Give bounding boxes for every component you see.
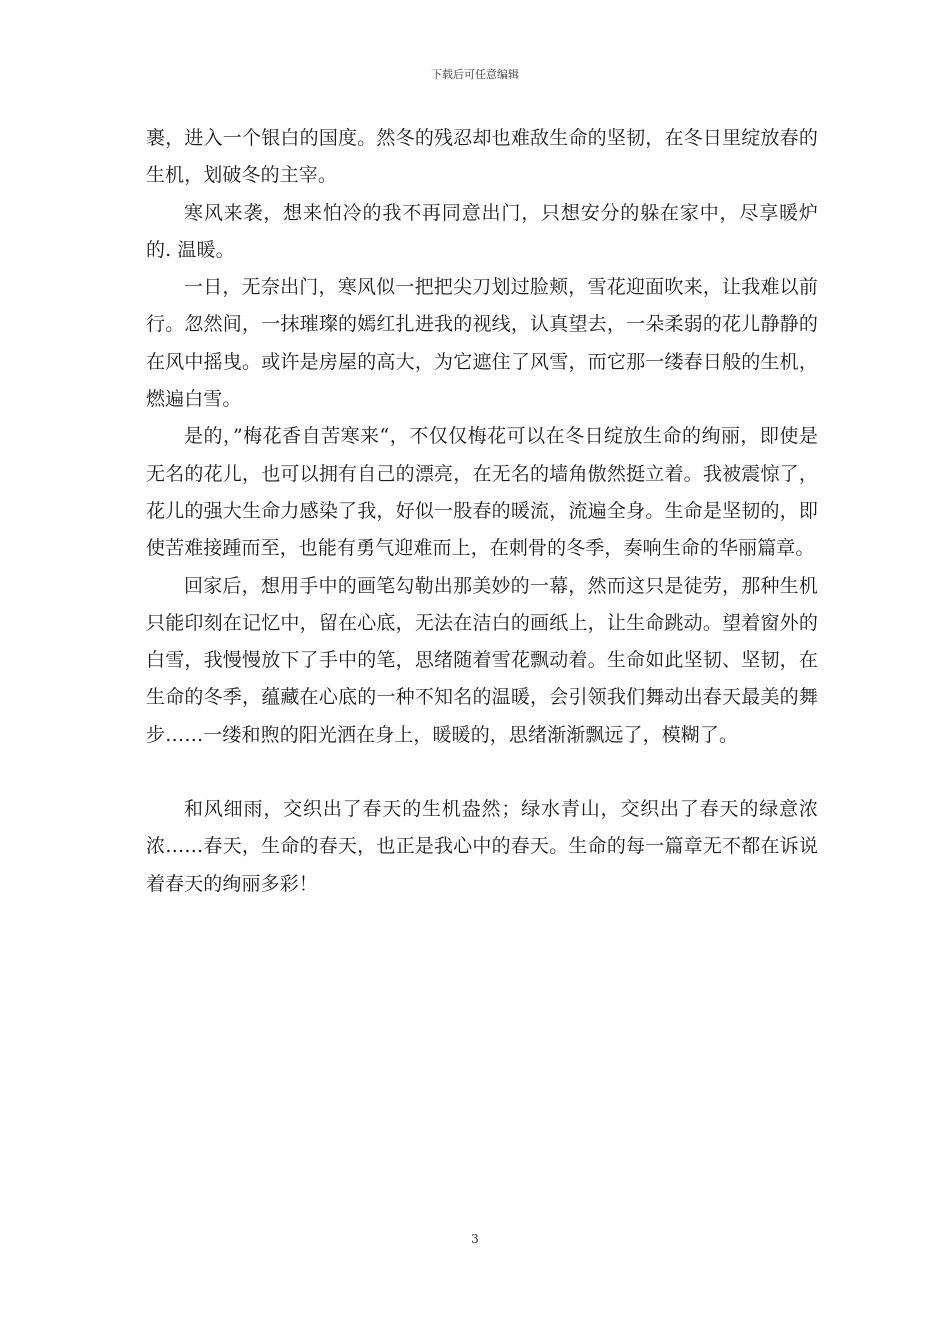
paragraph: 一日，无奈出门，寒风似一把把尖刀划过脸颊，雪花迎面吹来，让我难以前行。忽然间，一抹璀璨的嫣红扎进我的视线，认真望去，一朵柔弱的花儿静静的在风中摇曳。或许是房屋的高大，为它遮住了风雪，而它那一缕春日般的生机，燃遍白雪。 — [146, 276, 818, 411]
page-number: 3 — [471, 1232, 479, 1246]
page-header: 下载后可任意编辑 — [431, 68, 519, 81]
document-body — [146, 120, 818, 903]
paragraph: 回家后，想用手中的画笔勾勒出那美妙的一幕，然而这只是徒劳，那种生机只能印刻在记忆中，留在心底，无法在洁白的画纸上，让生命跳动。望着窗外的白雪，我慢慢放下了手中的笔，思绪随着雪花飘动着。生命如此坚韧、坚韧，在生命的冬季，蕴藏在心底的一种不知名的温暖，会引领我们舞动出春天最美的舞步……一缕和煦的阳光洒在身上，暖暖的，思绪渐渐飘远了，模糊了。 — [146, 574, 818, 746]
paragraph: 是的，”梅花香自苦寒来“，不仅仅梅花可以在冬日绽放生命的绚丽，即使是无名的花儿，也可以拥有自己的漂亮，在无名的墙角傲然挺立着。我被震惊了，花儿的强大生命力感染了我，好似一股春的暖流，流遍全身。生命是坚韧的，即使苦难接踵而至，也能有勇气迎难而上，在刺骨的冬季，奏响生命的华丽篇章。 — [146, 425, 818, 560]
paragraph-conclusion: 和风细雨，交织出了春天的生机盎然；绿水青山，交织出了春天的绿意浓浓……春天，生命的春天，也正是我心中的春天。生命的每一篇章无不都在诉说着春天的绚丽多彩！ — [146, 798, 818, 895]
paragraph: 寒风来袭，想来怕冷的我不再同意出门，只想安分的躲在家中，尽享暖炉的. 温暖。 — [146, 201, 818, 261]
paragraph-continued: 裹，进入一个银白的国度。然冬的残忍却也难敌生命的坚韧，在冬日里绽放春的生机，划破冬的主宰。 — [146, 127, 818, 187]
